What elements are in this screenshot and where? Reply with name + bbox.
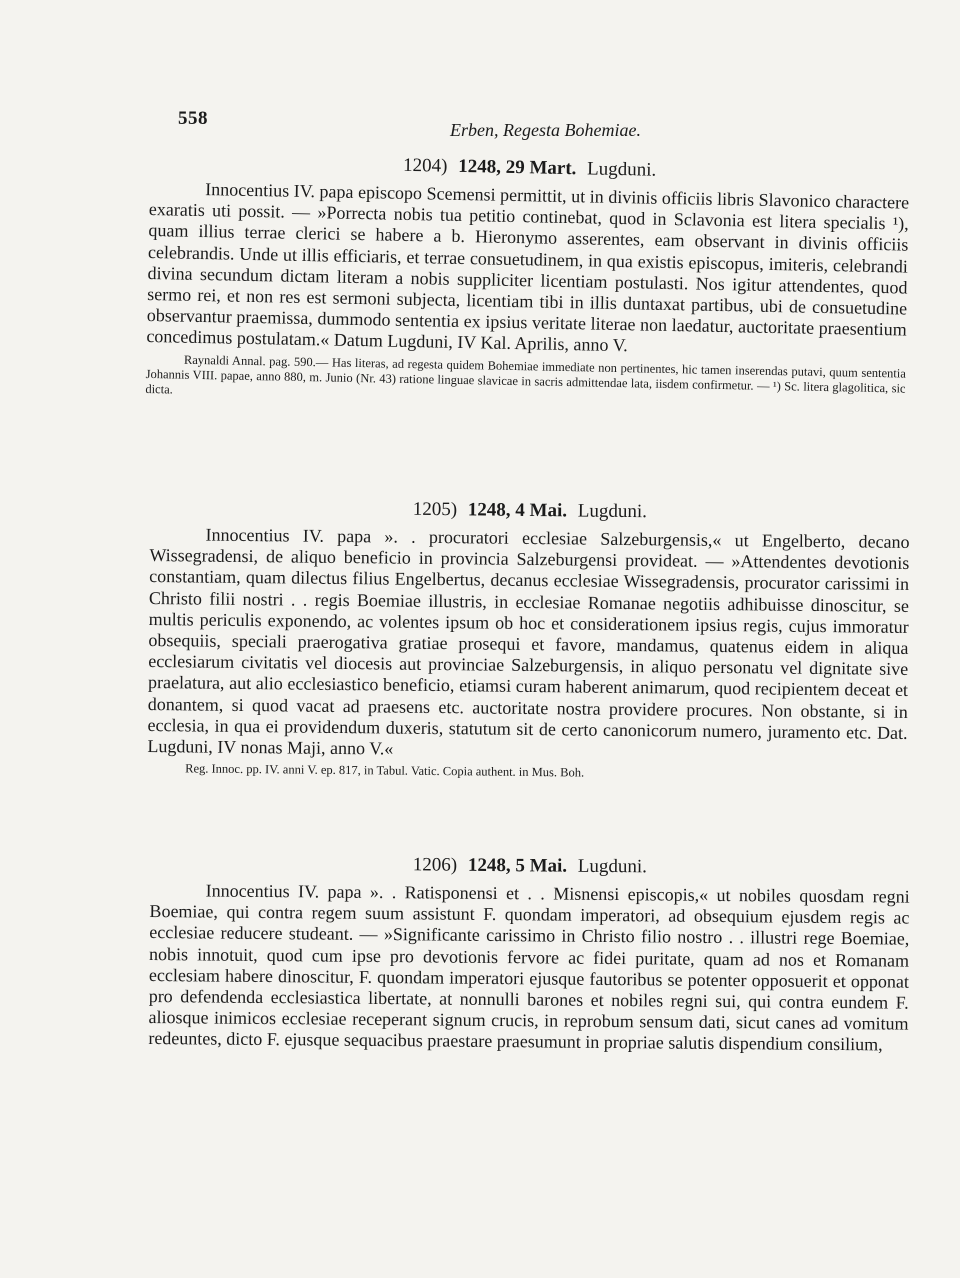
running-title: Erben, Regesta Bohemiae. — [450, 120, 641, 140]
entry-number: 1206) — [412, 854, 458, 876]
page-number: 558 — [178, 108, 208, 129]
entry-place: Lugduni. — [577, 855, 648, 878]
running-head — [178, 108, 778, 138]
entry-body: Innocentius IV. papa episcopo Scemensi permittit, ut in divinis officiis libris Slavonico charactere exaratis uti possit. — »Porrecta nobis tua petitio continebat, quod in Sclavonia est litera specialis ¹), quam illius terrae clerici se habere a b. Hieronymo asserentes, eam observant in divinis officiis celebrandis. Unde ut illis efficiaris, et terrae consuetudinem, in qua existis episcopus, imiteris, celebrandi divina secundum dictam literam a nobis suppliciter licentiam postulasti. Nos igitur attendentes, quod sermo rei, et non res est sermoni subjecta, licentiam tibi in illis duntaxat partibus, ubi de consuetudine observantur praemissa, dummodo sententia ex ipsius veritate literae non laedatur, auctoritate praesentium concedimus postulatam.« Datum Lugduni, IV Kal. Aprilis, anno V. — [146, 179, 910, 356]
entry-date: 1248, 29 Mart. — [458, 155, 577, 180]
entry-heading — [150, 852, 910, 881]
entry-number: 1204) — [402, 154, 448, 177]
entry-date: 1248, 4 Mai. — [467, 499, 568, 522]
regest-entry-1205 — [147, 496, 910, 784]
regest-entry-1204 — [145, 150, 910, 411]
entry-place: Lugduni. — [586, 158, 657, 181]
entry-number: 1205) — [412, 498, 458, 521]
regest-entry-1206 — [148, 852, 910, 1056]
entry-place: Lugduni. — [577, 500, 648, 523]
entry-heading — [150, 496, 910, 526]
entry-body: Innocentius IV. papa ». . Ratisponensi et . . Misnensi episcopis,« ut nobiles quosdam regni Boemiae, qui contra regem suum assistunt F. quondam imperatori, ad obsequium ejusdem regis ac ecclesiae reducere studeant. — »Significante carissimo in Christo filio nostro . . illustri rege Boemiae, nobis innotuit, quod cum ipse pro devotionis fervore ac fidei puritate, quam ad nos et Romanam ecclesiam habere dinoscitur, F. quondam imperatori ejusque fautoribus se potenter opposuerit et opponat pro defendenda ecclesiastica libertate, at nonnulli barones et nobiles regni sui, qui contra eundem F. aliosque inimicos ecclesiae receperant signum crucis, in reprobum sensum dati, sicut canes ad vomitum redeuntes, dicto F. ejusque sequacibus praestare praesumunt in propriae salutis dispendium consilium, — [148, 880, 910, 1055]
entry-note: Reg. Innoc. pp. IV. anni V. ep. 817, in Tabul. Vatic. Copia authent. in Mus. Boh. — [185, 761, 585, 780]
entry-note: Raynaldi Annal. pag. 590.— Has literas, ad regesta quidem Bohemiae immediate non pertinentes, hic tamen inserendas putavi, quum sententia Johannis VIII. papae, anno 880, m. Junio (Nr. 43) ratione linguae slavicae in sacris admittendae lata, iisdem confirmetur. — ¹) Sc. litera glagolitica, sic dicta. — [145, 352, 906, 397]
entry-date: 1248, 5 Mai. — [467, 854, 568, 877]
entry-body: Innocentius IV. papa ». . procuratori ecclesiae Salzeburgensis,« ut Engelberto, decano Wissegradensi, de aliquo beneficio in provincia Salzeburgensi provideat. — »Attendentes devotionis constantiam, quam dilectus filius Engelbertus, decanus ecclesiae Wissegradensis, procurator carissimi in Christo filii nostri . . regis Boemiae illustris, in ecclesiae Romanae negotiis adhibuisse dinoscitur, se multis periculis exponendo, ac volentes ipsum ob hoc et considerationem ipsius regis, cujus immoratur obsequiis, speciali praerogativa gratiae prosequi et favore, mandamus, quatenus eidem in aliqua ecclesiarum civitatis vel diocesis aut provinciae Salzeburgensis, in aliquo personatu vel dignitate sive praelatura, aut alio ecclesiastico beneficio, etiamsi curam haberent animarum, quod recipientem deceat et donantem, si quod vacat ad praesens etc. auctoritate nostra providere procures. Non obstante, si in ecclesia, in qua ei providendum duxeris, statutum sit de certo canonicorum numero, juramento etc. Dat. Lugduni, IV nonas Maji, anno V.« — [147, 524, 910, 759]
